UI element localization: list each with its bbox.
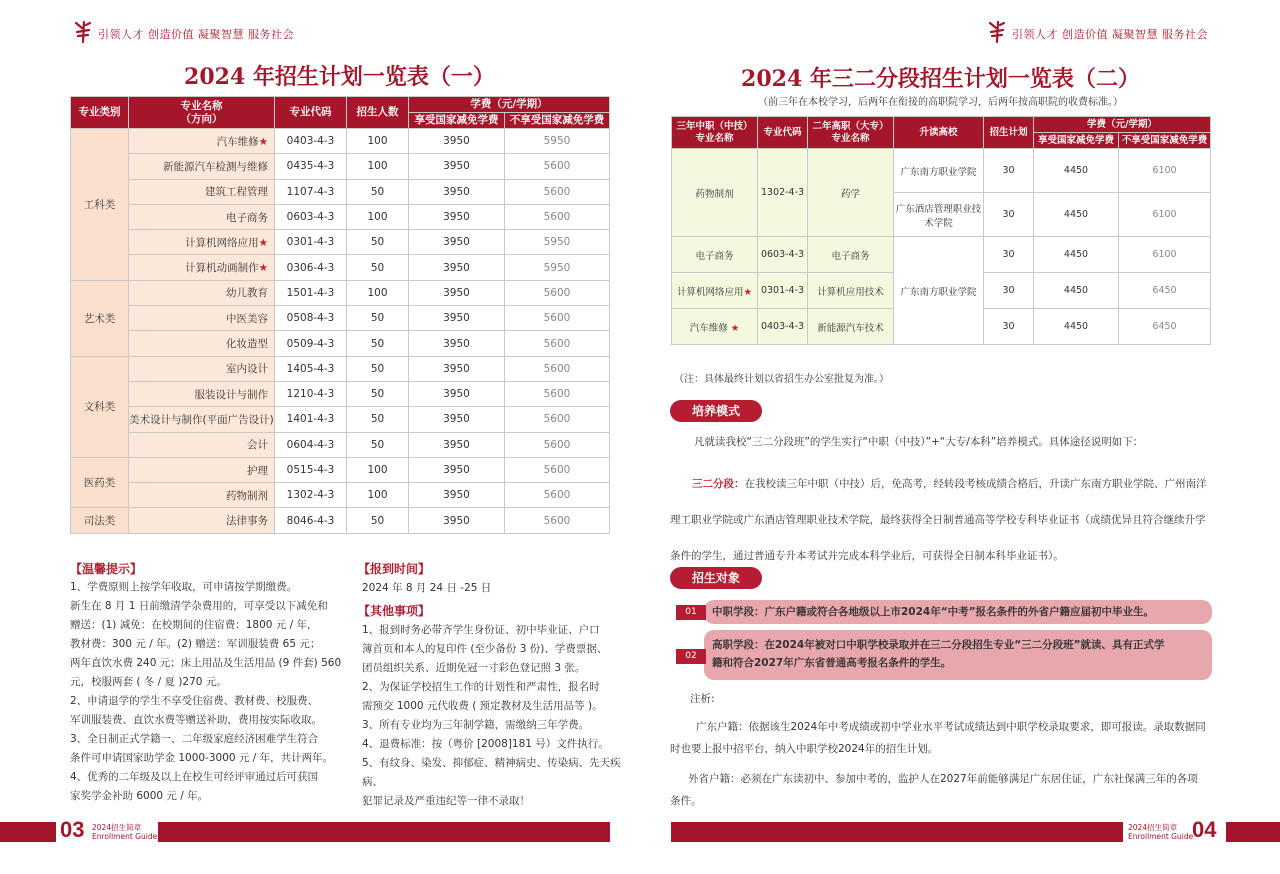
major-cell — [129, 280, 275, 305]
fee-full-cell: 5600 — [505, 179, 610, 204]
other-line: 3、所有专业均为三年制学籍，需缴纳三年学费。 — [362, 719, 590, 731]
col-header-college-major: 二年高职（大专）专业名称 — [808, 117, 894, 149]
enrollment-plan-table-2 — [671, 116, 1211, 345]
fee-reduced-cell: 3950 — [409, 483, 505, 508]
major-name: 护理 — [247, 464, 268, 477]
code-cell: 0301-4-3 — [275, 230, 347, 255]
footer-line2: Enrollment Guide — [92, 832, 158, 841]
left-page-number: 03 — [60, 817, 85, 842]
count-cell: 50 — [347, 508, 409, 533]
star-icon: ★ — [258, 135, 268, 148]
table2-plan: 30 — [984, 237, 1034, 273]
notes-text — [670, 716, 1215, 812]
fee-reduced-cell: 3950 — [409, 432, 505, 457]
right-footer-label — [1128, 823, 1193, 841]
target-heading: 招生对象 — [670, 567, 762, 589]
tips-line: 家奖学金补助 6000 元 / 年。 — [70, 790, 209, 802]
major-name: 药物制剂 — [226, 489, 268, 502]
star-icon: ★ — [730, 322, 740, 334]
footer-line2: Enrollment Guide — [1128, 832, 1194, 841]
major-cell — [129, 457, 275, 482]
major-name: 室内设计 — [226, 363, 268, 376]
count-cell: 50 — [347, 179, 409, 204]
fee-full-cell: 5600 — [505, 331, 610, 356]
training-line: 理工职业学院或广东酒店管理职业技术学院，最终获得全日制普通高等学校专科毕业证书（成绩优异且符合继续升学 — [670, 514, 1206, 526]
table-row — [71, 432, 610, 457]
table-row — [71, 179, 610, 204]
col-header-category: 专业类别 — [71, 97, 129, 129]
major-name: 新能源汽车检测与维修 — [163, 160, 268, 173]
col-header-fee: 学费（元/学期） — [409, 97, 610, 113]
tips-text — [70, 578, 350, 806]
fee-reduced-cell: 3950 — [409, 204, 505, 229]
report-heading: 【报到时间】 — [358, 562, 431, 576]
major-name: 美术设计与制作(平面广告设计) — [129, 413, 274, 426]
fee-reduced-cell: 3950 — [409, 457, 505, 482]
fee-full-cell: 5600 — [505, 483, 610, 508]
col-header-fee-reduced: 享受国家减免学费 — [1034, 133, 1119, 149]
category-cell: 艺术类 — [71, 280, 129, 356]
fee-full-cell: 5600 — [505, 356, 610, 381]
table-row — [71, 356, 610, 381]
school-logo-icon — [72, 20, 94, 44]
footer-line1: 2024招生简章 — [92, 823, 142, 832]
tips-line: 元，校服两套 ( 冬 / 夏 )270 元。 — [70, 676, 227, 688]
fee-full-cell: 5600 — [505, 432, 610, 457]
major-cell — [129, 154, 275, 179]
fee-reduced-cell: 3950 — [409, 230, 505, 255]
table2-code: 0403-4-3 — [758, 309, 808, 345]
table2-hv-major: 电子商务 — [808, 237, 894, 273]
major-text: 汽车维修 — [689, 322, 728, 334]
other-line: 5、有纹身、染发、抑郁症、精神病史、传染病、先天疾病、 — [362, 757, 621, 788]
count-cell: 100 — [347, 280, 409, 305]
other-line: 1、报到时务必带齐学生身份证、初中毕业证、户口 — [362, 624, 600, 636]
col-header-major: 专业名称 （方向） — [129, 97, 275, 129]
fee-full-cell: 5600 — [505, 508, 610, 533]
header-slogan: 引领人才 创造价值 凝聚智慧 服务社会 — [98, 28, 294, 41]
notes-line: 条件。 — [670, 795, 702, 807]
major-cell — [129, 381, 275, 406]
table2-fee-full: 6100 — [1119, 193, 1211, 237]
other-heading: 【其他事项】 — [358, 604, 431, 618]
code-cell: 0515-4-3 — [275, 457, 347, 482]
fee-full-cell: 5600 — [505, 280, 610, 305]
count-cell: 50 — [347, 381, 409, 406]
header-slogan: 引领人才 创造价值 凝聚智慧 服务社会 — [1012, 28, 1208, 41]
table-row — [71, 129, 610, 154]
code-cell: 0403-4-3 — [275, 129, 347, 154]
left-footer-bar-2 — [158, 822, 610, 842]
right-footer-bar — [671, 822, 1123, 842]
table-row — [71, 154, 610, 179]
table2-note: （注：具体最终计划以省招生办公室批复为准。） — [674, 374, 889, 385]
fee-reduced-cell: 3950 — [409, 356, 505, 381]
count-cell: 100 — [347, 457, 409, 482]
count-cell: 50 — [347, 230, 409, 255]
major-cell — [129, 129, 275, 154]
target-item-2 — [704, 630, 1212, 680]
notes-heading: 注析: — [690, 693, 715, 705]
training-label: 三二分段： — [692, 478, 745, 490]
count-cell: 50 — [347, 356, 409, 381]
table2-major: 电子商务 — [672, 237, 758, 273]
major-cell — [129, 432, 275, 457]
count-cell: 100 — [347, 483, 409, 508]
code-cell: 0435-4-3 — [275, 154, 347, 179]
right-page-number: 04 — [1192, 817, 1217, 842]
target-text: 籍和符合2027年广东省普通高考报名条件的学生。 — [712, 657, 952, 669]
col-header-code: 专业代码 — [758, 117, 808, 149]
notes-line: 外省户籍：必须在广东读初中、参加中考的，监护人在2027年前能够满足广东居住证，广东社保满三年的各项 — [688, 773, 1198, 785]
tips-line: 4、优秀的二年级及以上在校生可经评审通过后可获国 — [70, 771, 319, 783]
table2-hv-major: 计算机应用技术 — [808, 273, 894, 309]
tips-line: 新生在 8 月 1 日前缴清学杂费用的，可享受以下减免和 — [70, 600, 328, 612]
table-row — [71, 483, 610, 508]
target-number-1: 01 — [676, 605, 706, 620]
training-intro: 凡就读我校“三二分段班”的学生实行“中职（中技）”+“大专/本科”培养模式。具体途径说明如下： — [694, 436, 1144, 448]
table2-fee-full: 6450 — [1119, 309, 1211, 345]
table2-hv-major: 药学 — [808, 149, 894, 237]
fee-reduced-cell: 3950 — [409, 381, 505, 406]
tips-heading: 【温馨提示】 — [70, 562, 143, 576]
other-line: 4、退费标准：按（粤价 [2008]181 号）文件执行。 — [362, 738, 609, 750]
count-cell: 50 — [347, 331, 409, 356]
training-text — [670, 466, 1215, 574]
fee-reduced-cell: 3950 — [409, 179, 505, 204]
table2-major — [672, 309, 758, 345]
major-name: 汽车维修 — [216, 135, 259, 148]
col-header-college: 升读高校 — [894, 117, 984, 149]
fee-full-cell: 5950 — [505, 129, 610, 154]
school-logo-icon — [986, 20, 1008, 44]
major-name: 法律事务 — [226, 515, 268, 528]
major-name: 建筑工程管理 — [205, 186, 268, 199]
table2-fee-reduced: 4450 — [1034, 237, 1119, 273]
table2-fee-reduced: 4450 — [1034, 273, 1119, 309]
table-row — [71, 457, 610, 482]
major-name: 电子商务 — [226, 211, 268, 224]
left-page-title: 2024 年招生计划一览表（一） — [184, 64, 495, 90]
major-cell — [129, 230, 275, 255]
count-cell: 100 — [347, 204, 409, 229]
col-header-fee: 学费（元/学期） — [1034, 117, 1211, 133]
fee-reduced-cell: 3950 — [409, 154, 505, 179]
col-header-plan: 招生计划 — [984, 117, 1034, 149]
major-cell — [129, 508, 275, 533]
fee-reduced-cell: 3950 — [409, 255, 505, 280]
count-cell: 50 — [347, 255, 409, 280]
table2-code: 0301-4-3 — [758, 273, 808, 309]
table2-fee-full: 6100 — [1119, 237, 1211, 273]
notes-line: 时也要上报中招平台，纳入中职学校2024年的招生计划。 — [670, 743, 939, 755]
fee-full-cell: 5600 — [505, 381, 610, 406]
notes-line: 广东户籍：依据该生2024年中考成绩或初中学业水平考试成绩达到中职学校录取要求，即可报读。录取数据同 — [696, 721, 1206, 733]
category-cell: 文科类 — [71, 356, 129, 457]
table-row — [71, 306, 610, 331]
star-icon: ★ — [258, 262, 268, 275]
major-name: 计算机网络应用 — [185, 236, 259, 249]
code-cell: 1501-4-3 — [275, 280, 347, 305]
code-cell: 1405-4-3 — [275, 356, 347, 381]
category-cell: 医药类 — [71, 457, 129, 508]
target-text: 中职学段：广东户籍或符合各地级以上市2024年“中考”报名条件的外省户籍应届初中毕业生。 — [712, 606, 1155, 618]
right-footer-bar-2 — [1226, 822, 1280, 842]
major-name: 中医美容 — [226, 312, 268, 325]
table-row — [71, 381, 610, 406]
code-cell: 0604-4-3 — [275, 432, 347, 457]
report-date: 2024 年 8 月 24 日 -25 日 — [362, 582, 492, 594]
major-cell — [129, 204, 275, 229]
major-name: 化妆造型 — [226, 338, 268, 351]
tips-line: 赠送：(1) 减免：在校期间的住宿费：1800 元 / 年， — [70, 619, 318, 631]
table2-fee-full: 6450 — [1119, 273, 1211, 309]
count-cell: 50 — [347, 407, 409, 432]
major-cell — [129, 306, 275, 331]
right-page-title: 2024 年三二分段招生计划一览表（二） — [741, 66, 1140, 92]
right-subtitle: （前三年在本校学习，后两年在衔接的高职院学习，后两年按高职院的收费标准。） — [758, 97, 1123, 108]
fee-reduced-cell: 3950 — [409, 331, 505, 356]
training-line: 条件的学生，通过普通专升本考试并完成本科学业后，可获得全日制本科毕业证书）。 — [670, 550, 1064, 562]
table-row — [71, 204, 610, 229]
tips-line: 2、申请退学的学生不享受住宿费、教材费、校服费、 — [70, 695, 319, 707]
col-header-fee-full: 不享受国家减免学费 — [505, 113, 610, 129]
code-cell: 0603-4-3 — [275, 204, 347, 229]
fee-full-cell: 5600 — [505, 204, 610, 229]
table2-hv-major: 新能源汽车技术 — [808, 309, 894, 345]
fee-full-cell: 5950 — [505, 255, 610, 280]
other-line: 簿首页和本人的复印件 (至少备份 3 份)、学费票据、 — [362, 643, 608, 655]
fee-full-cell: 5600 — [505, 306, 610, 331]
left-footer-bar — [0, 822, 56, 842]
col-header-fee-full: 不享受国家减免学费 — [1119, 133, 1211, 149]
fee-reduced-cell: 3950 — [409, 306, 505, 331]
major-name: 会计 — [247, 439, 268, 452]
tips-line: 1、学费原则上按学年收取，可申请按学期缴费。 — [70, 581, 298, 593]
table-row — [71, 280, 610, 305]
table-row — [71, 230, 610, 255]
fee-reduced-cell: 3950 — [409, 280, 505, 305]
major-name: 计算机动画制作 — [185, 262, 259, 275]
code-cell: 8046-4-3 — [275, 508, 347, 533]
table2-plan: 30 — [984, 273, 1034, 309]
fee-full-cell: 5600 — [505, 457, 610, 482]
major-cell — [129, 356, 275, 381]
code-cell: 1210-4-3 — [275, 381, 347, 406]
tips-line: 军训服装费、直饮水费等赠送补助，费用按实际收取。 — [70, 714, 322, 726]
major-cell — [129, 331, 275, 356]
major-cell — [129, 255, 275, 280]
training-mode-heading: 培养模式 — [670, 400, 762, 422]
code-cell: 1401-4-3 — [275, 407, 347, 432]
count-cell: 100 — [347, 154, 409, 179]
table2-college: 广东南方职业学院 — [894, 237, 984, 345]
table2-plan: 30 — [984, 149, 1034, 193]
major-text: 计算机网络应用 — [676, 286, 744, 298]
count-cell: 50 — [347, 306, 409, 331]
table2-major — [672, 273, 758, 309]
table2-plan: 30 — [984, 309, 1034, 345]
tips-line: 教材费：300 元 / 年。(2) 赠送：军训服装费 65 元； — [70, 638, 321, 650]
major-cell — [129, 483, 275, 508]
table2-college: 广东酒店管理职业技术学院 — [894, 193, 984, 237]
count-cell: 100 — [347, 129, 409, 154]
table2-fee-reduced: 4450 — [1034, 149, 1119, 193]
training-line: 在我校读三年中职（中技）后，免高考，经转段考核成绩合格后，升读广东南方职业学院、广州南洋 — [744, 478, 1207, 490]
fee-reduced-cell: 3950 — [409, 407, 505, 432]
code-cell: 0306-4-3 — [275, 255, 347, 280]
code-cell: 0509-4-3 — [275, 331, 347, 356]
table-row — [71, 255, 610, 280]
left-footer-label — [92, 823, 157, 841]
table2-college: 广东南方职业学院 — [894, 149, 984, 193]
other-line: 犯罪记录及严重违纪等一律不录取！ — [362, 795, 530, 807]
table-row — [71, 508, 610, 533]
fee-full-cell: 5600 — [505, 154, 610, 179]
table2-fee-full: 6100 — [1119, 149, 1211, 193]
star-icon: ★ — [258, 236, 268, 249]
table2-code: 0603-4-3 — [758, 237, 808, 273]
code-cell: 1107-4-3 — [275, 179, 347, 204]
tips-line: 两年直饮水费 240 元；床上用品及生活用品 (9 件套) 560 — [70, 657, 342, 669]
category-cell: 司法类 — [71, 508, 129, 533]
other-line: 团员组织关系、近期免冠一寸彩色登记照 3 张。 — [362, 662, 586, 674]
enrollment-plan-table-1 — [70, 96, 610, 534]
category-cell: 工科类 — [71, 129, 129, 281]
other-text — [362, 621, 624, 811]
table-row — [71, 331, 610, 356]
table-row — [71, 407, 610, 432]
tips-line: 条件可申请国家助学金 1000-3000 元 / 年，共计两年。 — [70, 752, 334, 764]
col-header-secondary-major: 三年中职（中技）专业名称 — [672, 117, 758, 149]
table2-fee-reduced: 4450 — [1034, 193, 1119, 237]
fee-full-cell: 5600 — [505, 407, 610, 432]
target-text: 高职学段：在2024年被对口中职学校录取并在三二分段招生专业“三二分段班”就读、具有正式学 — [712, 639, 1165, 651]
other-line: 2、为保证学校招生工作的计划性和严肃性，报名时 — [362, 681, 600, 693]
tips-line: 3、全日制正式学籍一、二年级家庭经济困难学生符合 — [70, 733, 319, 745]
col-header-fee-reduced: 享受国家减免学费 — [409, 113, 505, 129]
major-cell — [129, 179, 275, 204]
table2-code: 1302-4-3 — [758, 149, 808, 237]
table2-plan: 30 — [984, 193, 1034, 237]
major-cell — [129, 407, 275, 432]
fee-reduced-cell: 3950 — [409, 129, 505, 154]
count-cell: 50 — [347, 432, 409, 457]
fee-full-cell: 5950 — [505, 230, 610, 255]
footer-line1: 2024招生简章 — [1128, 823, 1178, 832]
table2-major: 药物制剂 — [672, 149, 758, 237]
target-number-2: 02 — [676, 649, 706, 664]
fee-reduced-cell: 3950 — [409, 508, 505, 533]
star-icon: ★ — [743, 286, 753, 298]
col-header-code: 专业代码 — [275, 97, 347, 129]
other-line: 需预交 1000 元代收费 ( 预定教材及生活用品等 )。 — [362, 700, 603, 712]
table2-fee-reduced: 4450 — [1034, 309, 1119, 345]
col-header-count: 招生人数 — [347, 97, 409, 129]
major-name: 幼儿教育 — [226, 287, 268, 300]
code-cell: 1302-4-3 — [275, 483, 347, 508]
major-name: 服装设计与制作 — [194, 388, 268, 401]
target-item-1 — [704, 600, 1212, 624]
code-cell: 0508-4-3 — [275, 306, 347, 331]
